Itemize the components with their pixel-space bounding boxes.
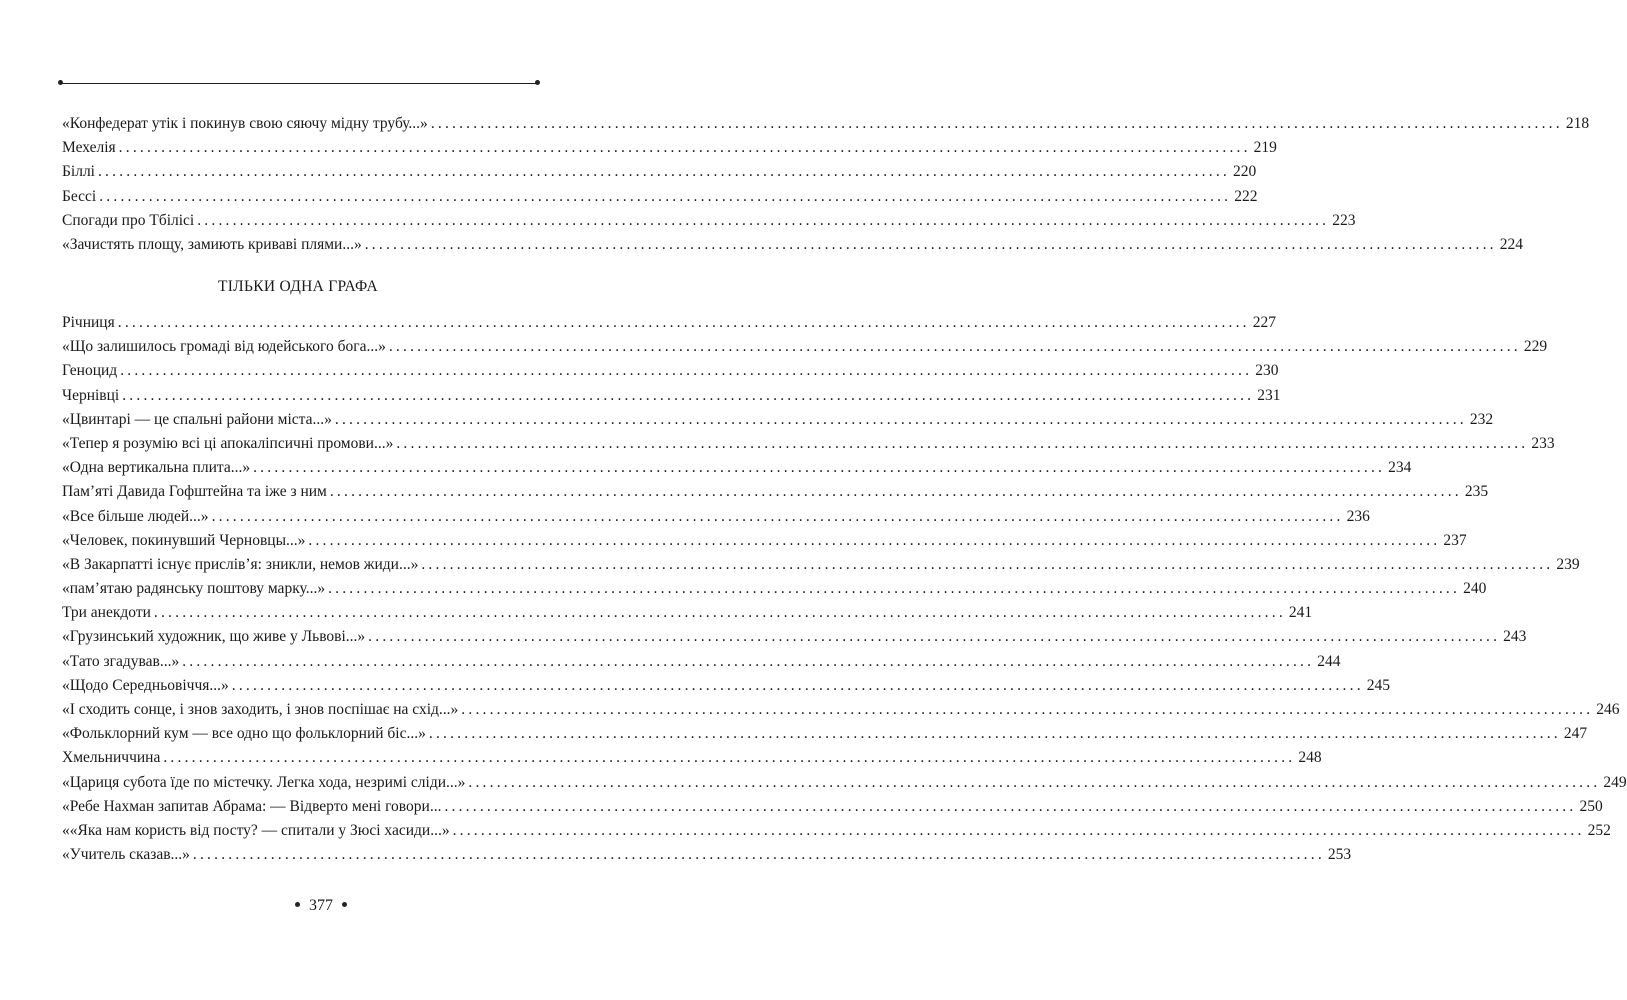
- toc-entry-title: «Зачистять площу, замиють криваві плями...»: [62, 235, 362, 253]
- dot-leader: ................................................................................................................................................................: [468, 773, 1601, 791]
- toc-entry-page: 220: [1232, 163, 1257, 181]
- toc-entry-title: Спогади про Тбілісі: [62, 211, 195, 229]
- toc-entry-title: «пам’ятаю радянську поштову марку...»: [62, 580, 326, 598]
- toc-entry[interactable]: [62, 819, 1611, 843]
- toc-entry-page: 250: [1579, 797, 1603, 815]
- page-number: 377: [309, 897, 333, 914]
- toc-entry-title: «Тато згадував...»: [62, 652, 180, 670]
- toc-entry-page: 249: [1603, 773, 1627, 791]
- dot-leader: ................................................................................................................................................................: [163, 749, 1296, 767]
- toc-entry[interactable]: [62, 601, 1313, 625]
- toc-entry-title: «Учитель сказав...»: [62, 846, 190, 864]
- toc-entry-page: 241: [1288, 604, 1313, 622]
- dot-leader: ................................................................................................................................................................: [182, 652, 1315, 670]
- toc-entry-page: 252: [1587, 821, 1611, 839]
- dot-leader: ................................................................................................................................................................: [328, 580, 1461, 598]
- toc-entry[interactable]: [62, 432, 1555, 456]
- toc-entry-page: 248: [1298, 749, 1322, 767]
- toc-entry-title: Річниця: [62, 314, 115, 331]
- dot-leader: ................................................................................................................................................................: [120, 362, 1253, 380]
- toc-entry[interactable]: [62, 650, 1341, 674]
- toc-entry[interactable]: [62, 771, 1627, 795]
- toc-entry-title: «Цариця субота їде по містечку. Легка хода, незримі сліди...»: [62, 773, 466, 791]
- dot-leader: ................................................................................................................................................................: [153, 604, 1286, 622]
- toc-entry-page: 239: [1556, 555, 1580, 573]
- toc-entry-page: 222: [1234, 187, 1258, 205]
- dot-leader: ................................................................................................................................................................: [368, 628, 1501, 646]
- dot-leader: ................................................................................................................................................................: [388, 338, 1521, 356]
- toc-entry-title: «Ребе Нахман запитав Абрама: — Відверто мені говори...: [62, 797, 442, 815]
- toc-entry-title: «Що залишилось громаді від юдейського бога...»: [62, 338, 386, 356]
- toc-entry-title: «Одна вертикальна плита...»: [62, 459, 251, 477]
- toc-entry-page: 232: [1469, 410, 1494, 428]
- toc-entry[interactable]: [62, 698, 1620, 722]
- toc-entry[interactable]: [62, 185, 1258, 209]
- toc-entry-title: Бессі: [62, 187, 97, 205]
- toc-entry[interactable]: [62, 233, 1523, 257]
- toc-entry-title: «Конфедерат утік і покинув свою сяючу мідну трубу...»: [62, 115, 428, 132]
- toc-entry-page: 224: [1499, 235, 1523, 253]
- toc-entry[interactable]: [62, 843, 1352, 867]
- toc-entry-title: Мехелія: [62, 139, 116, 157]
- rule-dot-right: [535, 80, 540, 85]
- section-heading: ТІЛЬКИ ОДНА ГРАФА: [217, 278, 379, 295]
- dot-leader: ................................................................................................................................................................: [461, 701, 1594, 718]
- toc-entry[interactable]: [62, 112, 1590, 136]
- dot-leader: ................................................................................................................................................................: [444, 797, 1577, 815]
- toc-entry-title: «В Закарпатті існує прислів’я: зникли, немов жиди...»: [62, 555, 419, 573]
- toc-entry[interactable]: [62, 722, 1588, 746]
- toc-section-a: [62, 112, 1590, 257]
- toc-entry-page: 246: [1596, 701, 1620, 718]
- toc-entry-page: 240: [1463, 580, 1487, 598]
- dot-leader: ................................................................................................................................................................: [452, 821, 1585, 839]
- toc-entry-page: 227: [1252, 314, 1276, 331]
- toc-entry[interactable]: [62, 480, 1489, 504]
- dot-leader: ................................................................................................................................................................: [430, 115, 1563, 132]
- toc-entry[interactable]: [62, 577, 1487, 601]
- toc-entry[interactable]: [62, 553, 1580, 577]
- toc-entry[interactable]: [62, 746, 1322, 770]
- dot-leader: ................................................................................................................................................................: [334, 410, 1467, 428]
- toc-entry[interactable]: [62, 160, 1257, 184]
- toc-entry[interactable]: [62, 335, 1548, 359]
- dot-leader: ................................................................................................................................................................: [192, 846, 1325, 864]
- toc-entry[interactable]: [62, 529, 1467, 553]
- toc-entry-page: 223: [1332, 211, 1356, 229]
- page-footer: [0, 897, 642, 915]
- dot-leader: ................................................................................................................................................................: [421, 555, 1554, 573]
- toc-entry-page: 229: [1523, 338, 1548, 356]
- toc-entry-title: Три анекдоти: [62, 604, 151, 622]
- toc-entry-title: «Цвинтарі — це спальні райони міста...»: [62, 410, 332, 428]
- dot-leader: ................................................................................................................................................................: [231, 676, 1364, 694]
- toc-entry[interactable]: [62, 311, 1276, 335]
- toc-entry-page: 236: [1346, 507, 1370, 525]
- toc-entry-page: 233: [1531, 434, 1555, 452]
- toc-entry-title: «Щодо Середньовіччя...»: [62, 676, 229, 694]
- dot-leader: ................................................................................................................................................................: [97, 163, 1230, 181]
- toc-entry[interactable]: [62, 456, 1412, 480]
- toc-entry-title: Чернівці: [62, 386, 120, 404]
- dot-leader: ................................................................................................................................................................: [99, 187, 1232, 205]
- dot-leader: ................................................................................................................................................................: [253, 459, 1386, 477]
- dot-leader: ................................................................................................................................................................: [329, 483, 1462, 501]
- toc-entry[interactable]: [62, 384, 1281, 408]
- toc-entry-page: 234: [1388, 459, 1412, 477]
- toc-entry-page: 219: [1253, 139, 1277, 157]
- dot-leader: ................................................................................................................................................................: [118, 139, 1251, 157]
- toc-entry-page: 245: [1366, 676, 1391, 694]
- toc-entry-title: Біллі: [62, 163, 95, 181]
- rule-line: [62, 83, 537, 84]
- toc-entry-title: «І сходить сонце, і знов заходить, і знов поспішає на схід...»: [62, 701, 459, 718]
- toc-entry-page: 235: [1464, 483, 1489, 501]
- toc-entry-title: Пам’яті Давида Гофштейна та іже з ним: [62, 483, 327, 501]
- toc-entry-page: 230: [1255, 362, 1279, 380]
- toc-entry-title: ««Яка нам користь від посту? — спитали у Зюсі хасиди...»: [62, 821, 450, 839]
- toc-entry-page: 247: [1563, 725, 1588, 743]
- toc-entry[interactable]: [62, 209, 1356, 233]
- dot-leader: ................................................................................................................................................................: [117, 314, 1250, 331]
- dot-leader: ................................................................................................................................................................: [396, 434, 1529, 452]
- dot-leader: ................................................................................................................................................................: [211, 507, 1344, 525]
- dot-leader: ................................................................................................................................................................: [308, 531, 1441, 549]
- dot-leader: ................................................................................................................................................................: [428, 725, 1561, 743]
- toc-entry[interactable]: [62, 505, 1370, 529]
- toc-entry[interactable]: [62, 795, 1603, 819]
- toc-entry[interactable]: [62, 625, 1527, 649]
- toc-entry-page: 237: [1443, 531, 1467, 549]
- toc-entry-title: «Человек, покинувший Черновцы...»: [62, 531, 306, 549]
- toc-entry-page: 218: [1565, 115, 1590, 132]
- toc-entry[interactable]: [62, 408, 1494, 432]
- toc-entry-page: 231: [1257, 386, 1281, 404]
- toc-entry-title: Хмельниччина: [62, 749, 161, 767]
- dot-leader: ................................................................................................................................................................: [364, 235, 1497, 253]
- toc-entry-page: 244: [1317, 652, 1341, 670]
- toc-entry-title: «Все більше людей...»: [62, 507, 209, 525]
- toc-section-b: [62, 311, 1627, 867]
- toc-entry[interactable]: [62, 359, 1279, 383]
- toc-entry-title: «Фольклорний кум — все одно що фольклорний біс...»: [62, 725, 426, 743]
- toc-entry-title: «Тепер я розумію всі ці апокаліпсичні промови...»: [62, 434, 394, 452]
- toc-entry[interactable]: [62, 674, 1391, 698]
- toc-entry-page: 253: [1327, 846, 1352, 864]
- toc-entry[interactable]: [62, 136, 1277, 160]
- dot-leader: ................................................................................................................................................................: [197, 211, 1330, 229]
- toc-entry-title: «Грузинський художник, що живе у Львові...»: [62, 628, 366, 646]
- toc-entry-title: Геноцид: [62, 362, 118, 380]
- folio-bullet-right: [342, 902, 347, 907]
- toc-entry-page: 243: [1503, 628, 1527, 646]
- folio-bullet-left: [295, 902, 300, 907]
- dot-leader: ................................................................................................................................................................: [122, 386, 1255, 404]
